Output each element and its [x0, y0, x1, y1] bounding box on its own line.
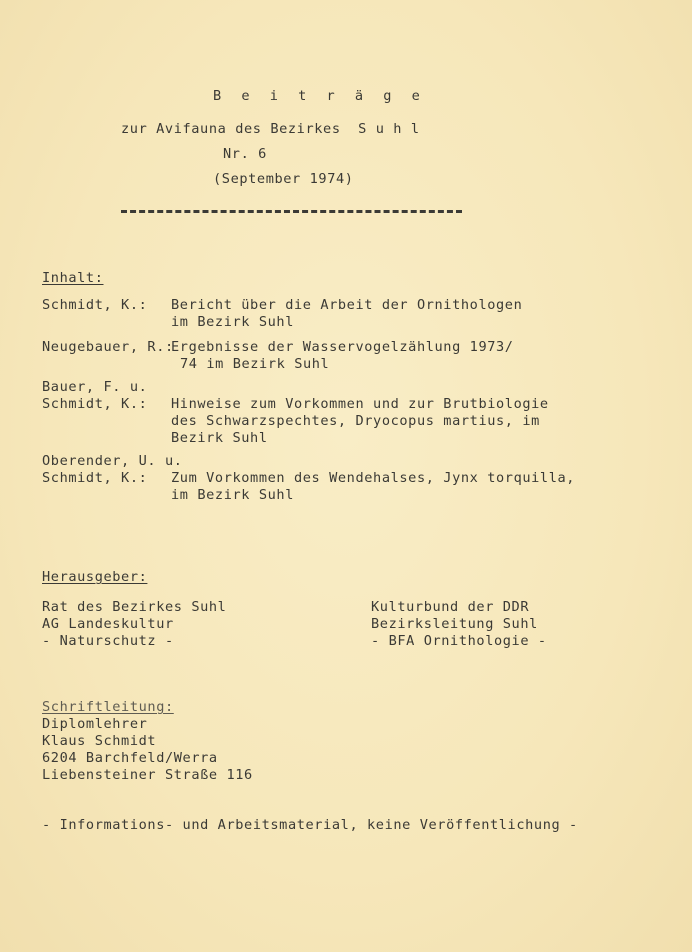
- entry-author: Oberender, U. u.: [42, 453, 183, 469]
- entry-title: des Schwarzspechtes, Dryocopus martius, im: [171, 413, 540, 429]
- issue-number: Nr. 6: [223, 146, 267, 162]
- entry-title: Bericht über die Arbeit der Ornithologen: [171, 297, 523, 313]
- contents-heading: Inhalt:: [42, 270, 104, 286]
- publisher-left-line: AG Landeskultur: [42, 616, 174, 632]
- publisher-heading: Herausgeber:: [42, 569, 148, 585]
- entry-title: Zum Vorkommen des Wendehalses, Jynx torquilla,: [171, 470, 576, 486]
- footer-note: - Informations- und Arbeitsmaterial, keine Veröffentlichung -: [42, 817, 578, 833]
- entry-title: Hinweise zum Vorkommen und zur Brutbiologie: [171, 396, 549, 412]
- entry-title: Ergebnisse der Wasservogelzählung 1973/: [171, 339, 514, 355]
- document-title: B e i t r ä g e: [213, 88, 426, 104]
- editor-line: 6204 Barchfeld/Werra: [42, 750, 218, 766]
- entry-title: im Bezirk Suhl: [171, 487, 294, 503]
- entry-author: Schmidt, K.:: [42, 470, 148, 486]
- entry-author: Neugebauer, R.:: [42, 339, 174, 355]
- entry-author: Bauer, F. u.: [42, 379, 148, 395]
- editor-line: Diplomlehrer: [42, 716, 148, 732]
- editor-heading: Schriftleitung:: [42, 699, 174, 715]
- publisher-right-line: Bezirksleitung Suhl: [371, 616, 538, 632]
- entry-author: Schmidt, K.:: [42, 396, 148, 412]
- publisher-right-line: - BFA Ornithologie -: [371, 633, 547, 649]
- header-divider: [121, 210, 462, 213]
- entry-author: Schmidt, K.:: [42, 297, 148, 313]
- document-subtitle: zur Avifauna des Bezirkes S u h l: [121, 121, 420, 137]
- entry-title: 74 im Bezirk Suhl: [180, 356, 330, 372]
- entry-title: im Bezirk Suhl: [171, 314, 294, 330]
- editor-line: Klaus Schmidt: [42, 733, 157, 749]
- publisher-right-line: Kulturbund der DDR: [371, 599, 530, 615]
- editor-line: Liebensteiner Straße 116: [42, 767, 253, 783]
- publisher-left-line: Rat des Bezirkes Suhl: [42, 599, 227, 615]
- entry-title: Bezirk Suhl: [171, 430, 268, 446]
- publisher-left-line: - Naturschutz -: [42, 633, 174, 649]
- issue-date: (September 1974): [213, 171, 354, 187]
